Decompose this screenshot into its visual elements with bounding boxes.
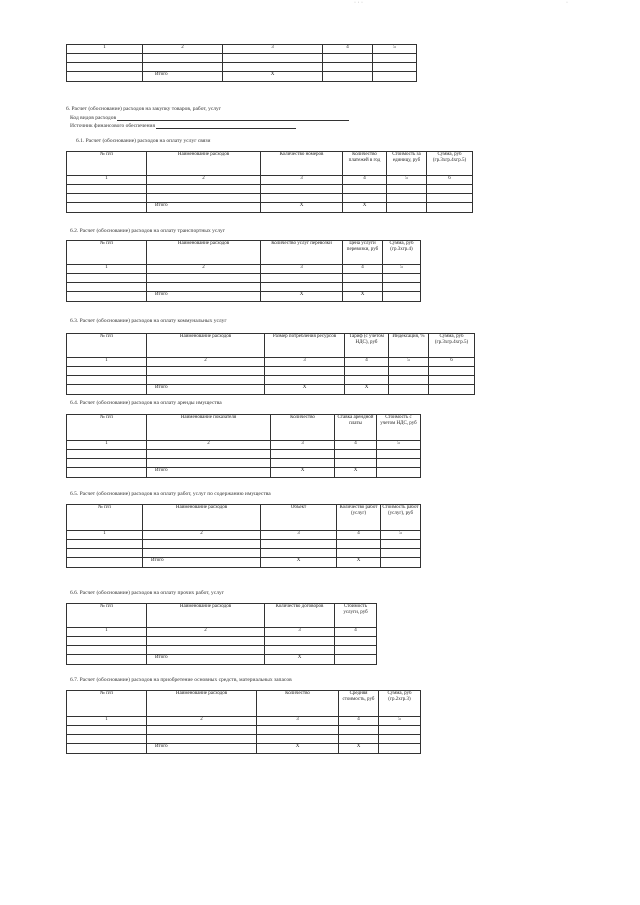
header-cell: Количество работ (услуг) — [337, 505, 381, 531]
total-row — [67, 203, 473, 213]
caption-6-2: 6.2. Расчет (обоснование) расходов на оплату транспортных услуг — [70, 228, 226, 234]
x-mark: Х — [345, 385, 389, 395]
expense-code-label: Код видов расходов — [70, 115, 117, 121]
table-row — [67, 450, 421, 459]
table-row — [67, 646, 377, 655]
total-row — [67, 468, 421, 478]
col-number: 3 — [261, 531, 337, 540]
header-cell: Наименование расходов — [147, 241, 261, 265]
col-number: 3 — [271, 441, 335, 450]
table-row — [67, 265, 421, 274]
table-row — [67, 376, 475, 385]
col-number: 4 — [323, 45, 373, 54]
header-cell: Наименование расходов — [147, 604, 265, 628]
col-number: 4 — [339, 717, 379, 726]
table-6-5 — [66, 504, 421, 568]
header-cell: Ставка арендной платы — [335, 415, 377, 441]
header-row — [67, 415, 421, 441]
col-number: 3 — [265, 358, 345, 367]
x-mark: Х — [257, 744, 339, 754]
total-row — [67, 744, 421, 754]
x-mark: Х — [265, 655, 335, 665]
total-label: Итого — [147, 655, 265, 665]
col-number: 5 — [377, 441, 421, 450]
col-number: 1 — [67, 45, 143, 54]
col-number: 1 — [67, 441, 147, 450]
table-row — [67, 194, 473, 203]
table-6-1 — [66, 151, 473, 213]
table-continued — [66, 44, 417, 82]
caption-6-3: 6.3. Расчет (обоснование) расходов на оплату коммунальных услуг — [70, 318, 227, 324]
header-row — [67, 505, 421, 531]
header-cell: Сумма, руб (гр.3хгр.4хгр.5) — [429, 334, 475, 358]
col-number: 3 — [261, 176, 343, 185]
table-row — [67, 628, 377, 637]
header-cell: Количество — [271, 415, 335, 441]
table-6-6 — [66, 603, 377, 665]
col-number: 3 — [223, 45, 323, 54]
col-number: 5 — [379, 717, 421, 726]
header-cell: Тариф (с учетом НДС), руб — [345, 334, 389, 358]
funding-source-label: Источник финансового обеспечения — [70, 123, 155, 129]
header-row — [67, 152, 473, 176]
header-cell: Размер потребления ресурсов — [265, 334, 345, 358]
corner-mark-top: · · · — [354, 0, 363, 6]
x-mark: Х — [339, 744, 379, 754]
table-row — [67, 540, 421, 549]
funding-source-line — [156, 122, 296, 129]
col-number: 4 — [343, 176, 387, 185]
col-number: 4 — [343, 265, 383, 274]
col-number: 4 — [335, 441, 377, 450]
header-row — [67, 691, 421, 717]
header-row — [67, 604, 377, 628]
x-mark: Х — [265, 385, 345, 395]
col-number: 3 — [265, 628, 335, 637]
x-mark: Х — [337, 558, 381, 568]
header-row — [67, 334, 475, 358]
total-row — [67, 655, 377, 665]
header-cell: Количество платежей в год — [343, 152, 387, 176]
caption-6-6: 6.6. Расчет (обоснование) расходов на оплату прочих работ, услуг — [70, 590, 224, 596]
x-mark: Х — [261, 558, 337, 568]
table-row — [67, 358, 475, 367]
col-number: 1 — [67, 358, 147, 367]
table-row — [67, 726, 421, 735]
col-number: 5 — [383, 265, 421, 274]
header-cell: Количество — [257, 691, 339, 717]
col-number: 1 — [67, 717, 147, 726]
table-row — [67, 54, 417, 63]
corner-mark-right: · — [566, 0, 568, 6]
col-number: 2 — [147, 265, 261, 274]
caption-6-1: 6.1. Расчет (обоснование) расходов на оплату услуг связи — [76, 138, 211, 144]
table-row — [67, 176, 473, 185]
col-number: 5 — [373, 45, 417, 54]
col-number: 3 — [261, 265, 343, 274]
table-row — [67, 283, 421, 292]
total-label: Итого — [143, 72, 223, 82]
table-6-4 — [66, 414, 421, 478]
total-row — [67, 558, 421, 568]
table-row — [67, 274, 421, 283]
total-label: Итого — [147, 203, 261, 213]
header-cell: Наименование расходов — [147, 334, 265, 358]
caption-6-4: 6.4. Расчет (обоснование) расходов на оплату аренды имущества — [70, 400, 222, 406]
col-number: 6 — [427, 176, 473, 185]
header-cell: № п/п — [67, 604, 147, 628]
table-6-2 — [66, 240, 421, 302]
col-number: 2 — [147, 717, 257, 726]
header-cell: Стоимость с учетом НДС, руб — [377, 415, 421, 441]
col-number: 4 — [345, 358, 389, 367]
table-row — [67, 367, 475, 376]
table-row — [67, 459, 421, 468]
total-label: Итого — [147, 292, 261, 302]
col-number: 2 — [147, 628, 265, 637]
col-number: 4 — [337, 531, 381, 540]
header-cell: Цена услуги перевозки, руб — [343, 241, 383, 265]
table-row — [67, 531, 421, 540]
total-row — [67, 292, 421, 302]
table-6-3 — [66, 333, 475, 395]
header-cell: № п/п — [67, 505, 143, 531]
funding-source-row — [70, 122, 296, 129]
expense-code-line — [117, 114, 349, 121]
col-number: 2 — [143, 531, 261, 540]
total-label: Итого — [147, 468, 271, 478]
total-label: Итого — [147, 744, 257, 754]
header-row — [67, 241, 421, 265]
table-row — [67, 735, 421, 744]
col-number: 5 — [387, 176, 427, 185]
table-row — [67, 63, 417, 72]
total-label: Итого — [143, 558, 261, 568]
col-number: 3 — [257, 717, 339, 726]
x-mark: Х — [343, 292, 383, 302]
col-number: 6 — [429, 358, 475, 367]
header-cell: Наименование показателя — [147, 415, 271, 441]
header-cell: Количество услуг перевозки — [261, 241, 343, 265]
table-row — [67, 717, 421, 726]
col-number: 2 — [143, 45, 223, 54]
header-cell: Сумма, руб (гр.2хгр.3) — [379, 691, 421, 717]
header-cell: Средняя стоимость, руб — [339, 691, 379, 717]
table-row — [67, 637, 377, 646]
x-mark: Х — [261, 203, 343, 213]
header-cell: Количество договоров — [265, 604, 335, 628]
x-mark: Х — [343, 203, 387, 213]
table-row — [67, 45, 417, 54]
table-row — [67, 549, 421, 558]
header-cell: № п/п — [67, 415, 147, 441]
x-mark: Х — [223, 72, 323, 82]
col-number: 2 — [147, 358, 265, 367]
header-cell: Наименование расходов — [143, 505, 261, 531]
header-cell: № п/п — [67, 152, 147, 176]
header-cell: № п/п — [67, 334, 147, 358]
col-number: 4 — [335, 628, 377, 637]
col-number: 1 — [67, 265, 147, 274]
header-cell: Сумма, руб (гр.3хгр.4) — [383, 241, 421, 265]
col-number: 1 — [67, 176, 147, 185]
header-cell: № п/п — [67, 241, 147, 265]
col-number: 5 — [389, 358, 429, 367]
total-label: Итого — [147, 385, 265, 395]
header-cell: Индексация, % — [389, 334, 429, 358]
col-number: 1 — [67, 628, 147, 637]
col-number: 2 — [147, 176, 261, 185]
table-6-7 — [66, 690, 421, 754]
table-row — [67, 441, 421, 450]
col-number: 2 — [147, 441, 271, 450]
header-cell: Стоимость работ (услуг), руб — [381, 505, 421, 531]
header-cell: Объект — [261, 505, 337, 531]
section-6-title: 6. Расчет (обоснование) расходов на закупку товаров, работ, услуг — [66, 106, 222, 112]
header-cell: Количество номеров — [261, 152, 343, 176]
expense-code-row — [70, 114, 349, 121]
header-cell: Наименование расходов — [147, 691, 257, 717]
header-cell: Наименование расходов — [147, 152, 261, 176]
total-row — [67, 72, 417, 82]
x-mark: Х — [335, 468, 377, 478]
x-mark: Х — [271, 468, 335, 478]
header-cell: Стоимость за единицу, руб — [387, 152, 427, 176]
col-number: 1 — [67, 531, 143, 540]
total-row — [67, 385, 475, 395]
col-number: 5 — [381, 531, 421, 540]
caption-6-7: 6.7. Расчет (обоснование) расходов на приобретение основных средств, материальных запасов — [70, 677, 292, 683]
header-cell: Сумма, руб (гр.3хгр.4хгр.5) — [427, 152, 473, 176]
x-mark: Х — [261, 292, 343, 302]
header-cell: № п/п — [67, 691, 147, 717]
caption-6-5: 6.5. Расчет (обоснование) расходов на оплату работ, услуг по содержанию имущества — [70, 491, 271, 497]
header-cell: Стоимость услуги, руб — [335, 604, 377, 628]
table-row — [67, 185, 473, 194]
